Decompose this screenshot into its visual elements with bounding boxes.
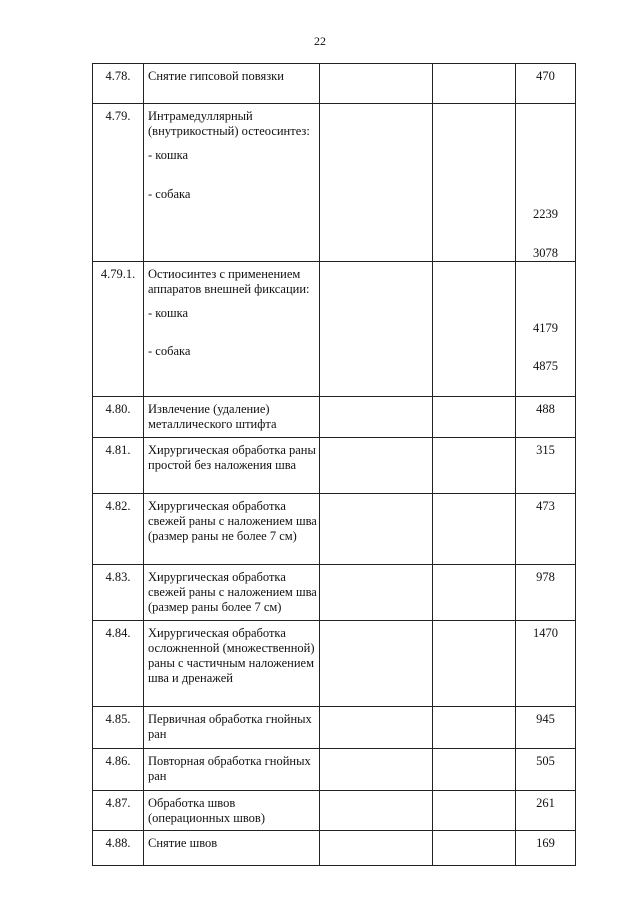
service-description: Обработка швов (операционных швов) <box>144 791 320 831</box>
empty-cell <box>433 64 516 104</box>
service-price: 945 <box>516 707 576 749</box>
service-price: 169 <box>516 831 576 866</box>
sub-item-label: - кошка <box>148 148 189 162</box>
sub-item-label: - собака <box>148 187 191 201</box>
empty-cell <box>320 262 433 397</box>
sub-item-price: 4875 <box>533 359 558 373</box>
empty-cell <box>320 438 433 494</box>
empty-cell <box>433 565 516 621</box>
table-row <box>93 262 576 397</box>
row-number: 4.84. <box>93 621 144 707</box>
service-price: 1470 <box>516 621 576 707</box>
empty-cell <box>320 104 433 262</box>
price-table <box>92 63 576 866</box>
empty-cell <box>433 262 516 397</box>
table-row <box>93 791 576 831</box>
row-number: 4.82. <box>93 494 144 565</box>
table-row <box>93 621 576 707</box>
empty-cell <box>320 621 433 707</box>
empty-cell <box>320 397 433 438</box>
service-price: 473 <box>516 494 576 565</box>
service-description: Первичная обработка гнойных ран <box>144 707 320 749</box>
empty-cell <box>320 749 433 791</box>
empty-cell <box>433 749 516 791</box>
sub-item-price: 4179 <box>533 321 558 335</box>
service-price: 470 <box>516 64 576 104</box>
table-row <box>93 749 576 791</box>
empty-cell <box>433 104 516 262</box>
service-price-cell <box>516 262 576 397</box>
service-description: Снятие швов <box>144 831 320 866</box>
empty-cell <box>433 438 516 494</box>
table-row <box>93 64 576 104</box>
empty-cell <box>433 707 516 749</box>
row-number: 4.85. <box>93 707 144 749</box>
table-row <box>93 831 576 866</box>
empty-cell <box>320 565 433 621</box>
row-number: 4.81. <box>93 438 144 494</box>
service-description: Интрамедуллярный (внутрикостный) остеосинтез: <box>148 109 310 138</box>
table-row <box>93 104 576 262</box>
sub-item-label: - кошка <box>148 306 189 320</box>
service-description-cell <box>144 262 320 397</box>
service-description: Остиосинтез с применением аппаратов внешней фиксации: <box>148 267 310 296</box>
empty-cell <box>433 621 516 707</box>
empty-cell <box>433 831 516 866</box>
service-description: Снятие гипсовой повязки <box>144 64 320 104</box>
sub-item-price: 2239 <box>533 207 558 221</box>
service-price-cell <box>516 104 576 262</box>
row-number: 4.87. <box>93 791 144 831</box>
sub-item-label: - собака <box>148 344 191 358</box>
service-price: 315 <box>516 438 576 494</box>
service-price: 505 <box>516 749 576 791</box>
empty-cell <box>320 494 433 565</box>
service-price: 261 <box>516 791 576 831</box>
service-price: 488 <box>516 397 576 438</box>
sub-item-price: 3078 <box>533 246 558 260</box>
page-number: 22 <box>314 34 326 48</box>
service-description: Повторная обработка гнойных ран <box>144 749 320 791</box>
service-description: Извлечение (удаление) металлического штифта <box>144 397 320 438</box>
table-row <box>93 707 576 749</box>
empty-cell <box>433 791 516 831</box>
table-row <box>93 397 576 438</box>
row-number: 4.88. <box>93 831 144 866</box>
table-row <box>93 494 576 565</box>
row-number: 4.86. <box>93 749 144 791</box>
empty-cell <box>433 494 516 565</box>
row-number: 4.80. <box>93 397 144 438</box>
service-description: Хирургическая обработка свежей раны с наложением шва (размер раны не более 7 см) <box>144 494 320 565</box>
empty-cell <box>320 791 433 831</box>
empty-cell <box>433 397 516 438</box>
table-row <box>93 565 576 621</box>
row-number: 4.78. <box>93 64 144 104</box>
service-description: Хирургическая обработка раны простой без наложения шва <box>144 438 320 494</box>
empty-cell <box>320 707 433 749</box>
table-row <box>93 438 576 494</box>
service-description-cell <box>144 104 320 262</box>
row-number: 4.79. <box>93 104 144 262</box>
empty-cell <box>320 831 433 866</box>
service-price: 978 <box>516 565 576 621</box>
row-number: 4.79.1. <box>93 262 144 397</box>
service-description: Хирургическая обработка осложненной (множественной) раны с частичным наложением шва и дренажей <box>144 621 320 707</box>
service-description: Хирургическая обработка свежей раны с наложением шва (размер раны более 7 см) <box>144 565 320 621</box>
empty-cell <box>320 64 433 104</box>
row-number: 4.83. <box>93 565 144 621</box>
